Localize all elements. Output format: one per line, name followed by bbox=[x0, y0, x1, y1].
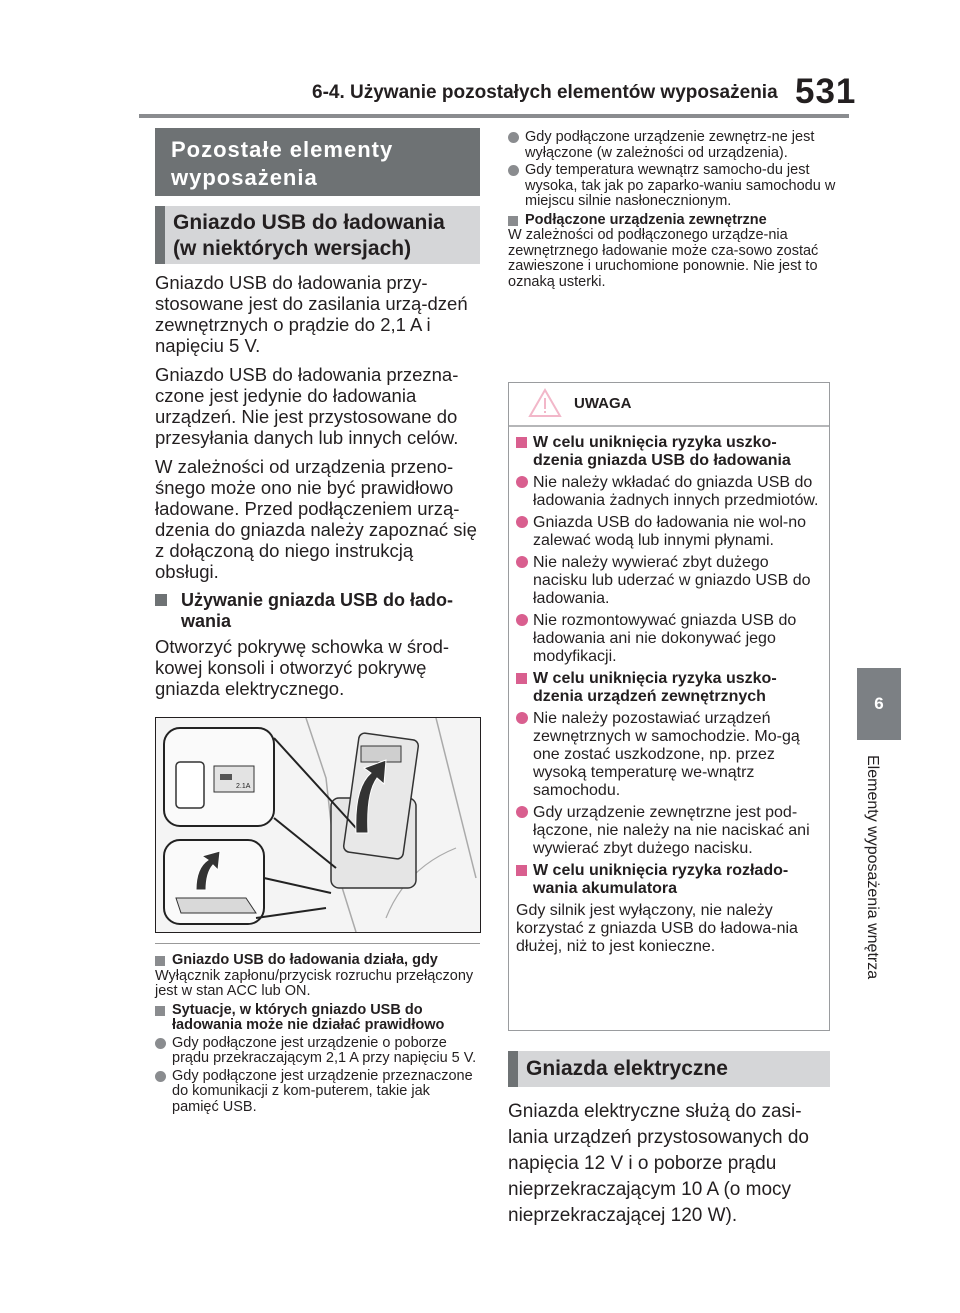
warning-heading bbox=[516, 434, 826, 470]
note-works-text: Wyłącznik zapłonu/przycisk rozruchu przełączony jest w stan ACC lub ON. bbox=[155, 967, 474, 999]
heading-use-usb bbox=[155, 590, 480, 632]
warning-heading-text: W celu uniknięcia ryzyka uszko-dzenia gniazda USB do ładowania bbox=[533, 434, 791, 469]
figure-divider bbox=[155, 943, 480, 944]
circle-bullet-icon bbox=[155, 1038, 166, 1049]
square-bullet-icon bbox=[155, 1006, 165, 1016]
note-heading-works bbox=[155, 953, 480, 969]
running-header: 6-4. Używanie pozostałych elementów wyposażenia bbox=[312, 82, 778, 103]
note-heading-fail-text: Sytuacje, w których gniazdo USB do ładowania może nie działać prawidłowo bbox=[172, 1001, 445, 1033]
note-heading-connected-text: Podłączone urządzenia zewnętrzne bbox=[525, 211, 767, 228]
list-item-text: Gdy podłączone urządzenie zewnętrz-ne jest wyłączone (w zależności od urządzenia). bbox=[525, 129, 815, 161]
heading-use-usb-text: Używanie gniazda USB do łado-wania bbox=[181, 590, 454, 631]
circle-bullet-icon bbox=[508, 132, 519, 143]
section-heading bbox=[155, 128, 480, 196]
square-bullet-icon bbox=[516, 437, 527, 448]
warning-title: UWAGA bbox=[574, 395, 632, 412]
list-item bbox=[155, 1069, 480, 1116]
warning-item bbox=[516, 804, 826, 858]
warning-item bbox=[516, 474, 826, 510]
circle-bullet-icon bbox=[516, 556, 528, 568]
square-bullet-icon bbox=[155, 956, 165, 966]
square-bullet-icon bbox=[516, 865, 527, 876]
subsection-line1: Gniazdo USB do ładowania bbox=[173, 211, 445, 234]
circle-bullet-icon bbox=[516, 516, 528, 528]
circle-bullet-icon bbox=[516, 712, 528, 724]
list-item-text: Gdy podłączone jest urządzenie o poborze prądu przekraczającym 2,1 A przy napięciu 5 V. bbox=[172, 1034, 477, 1066]
square-bullet-icon bbox=[155, 594, 167, 606]
warning-item bbox=[516, 514, 826, 550]
figure-usb-label: 2.1A bbox=[236, 783, 251, 790]
list-item bbox=[508, 163, 838, 210]
warning-item bbox=[516, 554, 826, 608]
warning-item-text: Nie należy pozostawiać urządzeń zewnętrznych w samochodzie. Mo-gą one zostać uszkodzone, np. przez wysoką temperaturę we-wnątrz samochodu. bbox=[533, 710, 800, 799]
chapter-label: Elementy wyposażenia wnętrza bbox=[864, 755, 881, 980]
warning-heading-text: W celu uniknięcia ryzyka uszko-dzenia urządzeń zewnętrznych bbox=[533, 670, 777, 705]
warning-item-text: Nie należy wkładać do gniazda USB do ładowania żadnych innych przedmiotów. bbox=[533, 474, 819, 509]
warning-item-text: Nie rozmontowywać gniazda USB do ładowania ani nie dokonywać jego modyfikacji. bbox=[533, 612, 797, 665]
warning-item-text: Gdy urządzenie zewnętrzne jest pod-łączone, nie należy na nie naciskać ani wywierać zbyt dużego nacisku. bbox=[533, 804, 810, 857]
warning-triangle-icon bbox=[528, 388, 562, 418]
warning-item-text: Nie należy wywierać zbyt dużego nacisku lub uderzać w gniazdo USB do ładowania. bbox=[533, 554, 811, 607]
warning-item bbox=[516, 612, 826, 666]
warning-paragraph: Gdy silnik jest wyłączony, nie należy korzystać z gniazda USB do ładowa-nia dłużej, niż to jest konieczne. bbox=[516, 902, 798, 955]
paragraph-open-cover: Otworzyć pokrywę schowka w środ-kowej konsoli i otworzyć pokrywę gniazda elektrycznego. bbox=[155, 636, 450, 699]
left-notes bbox=[155, 953, 480, 1115]
warning-item-text: Gniazda USB do ładowania nie wol-no zalewać wodą lub innymi płynami. bbox=[533, 514, 807, 549]
paragraph-usb-device: W zależności od urządzenia przeno-śnego może ono nie być prawidłowo ładowane. Przed podłączeniem urzą-dzenia do gniazda należy zapoznać się z dołączoną do niego instrukcją obsługi. bbox=[155, 456, 477, 582]
warning-item bbox=[516, 710, 826, 800]
circle-bullet-icon bbox=[516, 476, 528, 488]
subsection-heading-outlets: Gniazda elektryczne bbox=[508, 1051, 830, 1087]
left-body bbox=[155, 272, 480, 707]
section-heading-line2: wyposażenia bbox=[171, 165, 318, 190]
note-heading-connected bbox=[508, 213, 838, 229]
square-bullet-icon bbox=[516, 673, 527, 684]
console-illustration bbox=[155, 717, 481, 933]
subsection-line2: (w niektórych wersjach) bbox=[173, 237, 412, 260]
header-divider bbox=[139, 114, 849, 118]
note-heading-fail bbox=[155, 1003, 480, 1034]
circle-bullet-icon bbox=[508, 165, 519, 176]
right-notes bbox=[508, 130, 838, 290]
square-bullet-icon bbox=[508, 216, 518, 226]
circle-bullet-icon bbox=[516, 614, 528, 626]
chapter-tab[interactable]: 6 bbox=[857, 668, 901, 740]
note-connected-text: W zależności od podłączonego urządze-nia zewnętrznego ładowanie może cza-sowo zostać zawieszone i uruchomione ponownie. Nie jest to oznaką usterki. bbox=[508, 227, 819, 290]
section-heading-line1: Pozostałe elementy bbox=[171, 137, 394, 162]
subsection-heading-usb bbox=[155, 206, 480, 264]
list-item-text: Gdy temperatura wewnątrz samocho-du jest wysoka, tak jak po zaparko-waniu samochodu w miejscu silnie nasłonecznionym. bbox=[525, 162, 836, 209]
console-illustration-svg bbox=[156, 718, 480, 932]
paragraph-usb-purpose: Gniazdo USB do ładowania przezna-czone jest jedynie do ładowania urządzeń. Nie jest przystosowane do przesyłania danych lub innych celów. bbox=[155, 364, 459, 448]
note-heading-works-text: Gniazdo USB do ładowania działa, gdy bbox=[172, 952, 438, 968]
warning-content bbox=[516, 434, 826, 956]
warning-heading bbox=[516, 862, 826, 898]
paragraph-usb-spec: Gniazdo USB do ładowania przy-stosowane jest do zasilania urzą-dzeń zewnętrznych o prądzie do 2,1 A i napięciu 5 V. bbox=[155, 272, 468, 356]
circle-bullet-icon bbox=[155, 1071, 166, 1082]
warning-heading-text: W celu uniknięcia ryzyka rozłado-wania akumulatora bbox=[533, 862, 789, 897]
circle-bullet-icon bbox=[516, 806, 528, 818]
warning-heading bbox=[516, 670, 826, 706]
list-item bbox=[508, 130, 838, 161]
list-item bbox=[155, 1036, 480, 1067]
warning-divider bbox=[509, 425, 829, 427]
list-item-text: Gdy podłączone jest urządzenie przeznaczone do komunikacji z kom-puterem, takie jak pamięć USB. bbox=[172, 1067, 473, 1115]
paragraph-outlets: Gniazda elektryczne służą do zasi-lania urządzeń przystosowanych do napięcia 12 V i o poborze prądu nieprzekraczającym 10 A (o mocy nieprzekraczającej 120 W). bbox=[508, 1101, 810, 1226]
page-number: 531 bbox=[795, 72, 857, 111]
